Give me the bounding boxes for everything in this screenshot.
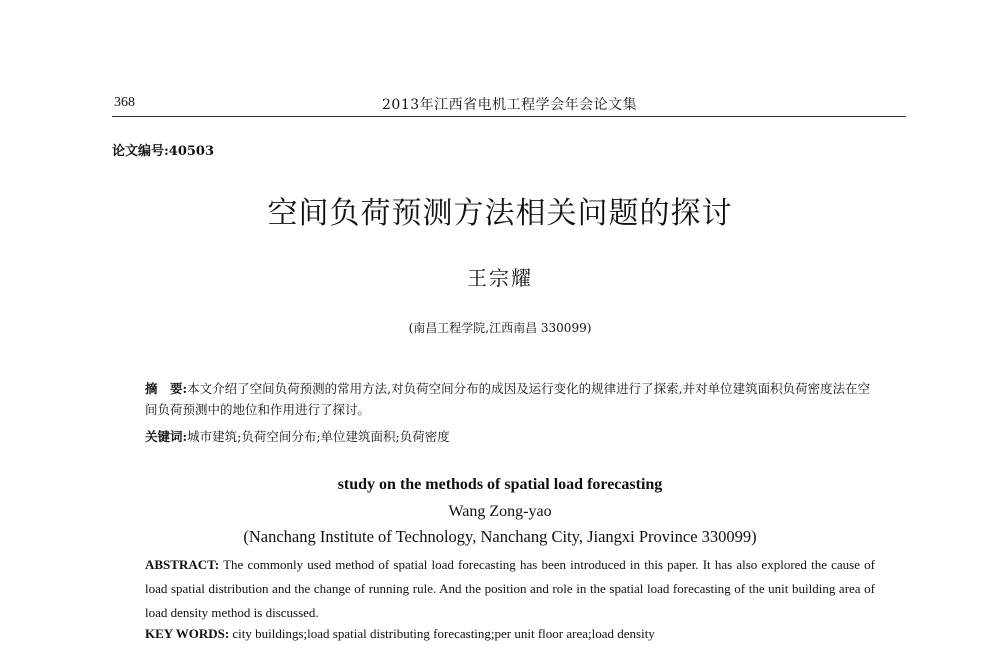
- abstract-english-label: ABSTRACT:: [145, 557, 220, 572]
- abstract-english: [145, 553, 875, 625]
- abstract-chinese-label: 摘 要:: [145, 381, 188, 396]
- abstract-chinese-text: 本文介绍了空间负荷预测的常用方法,对负荷空间分布的成因及运行变化的规律进行了探索,并对单位建筑面积负荷密度法在空间负荷预测中的地位和作用进行了探讨。: [145, 381, 871, 417]
- paper-number: 论文编号:40503: [112, 144, 215, 159]
- keywords-english-text: city buildings;load spatial distributing forecasting;per unit floor area;load density: [232, 626, 655, 641]
- title-english: study on the methods of spatial load forecasting: [337, 476, 663, 493]
- running-title: 2013年江西省电机工程学会年会论文集: [382, 97, 638, 113]
- author-english: Wang Zong-yao: [448, 503, 552, 520]
- affiliation-chinese: (南昌工程学院,江西南昌 330099): [408, 321, 592, 335]
- keywords-english-label: KEY WORDS:: [145, 626, 230, 641]
- keywords-english: [145, 626, 875, 642]
- author-chinese: 王宗耀: [467, 266, 533, 290]
- keywords-chinese-label: 关键词:: [145, 429, 188, 444]
- abstract-english-text: The commonly used method of spatial load forecasting has been introduced in this paper. It has also explored the cause of load spatial distribution and the change of running rule. And the position and role in the spatial load forecasting of the unit building area of load density method is discussed.: [145, 557, 875, 620]
- page-number: 368: [114, 95, 135, 110]
- title-chinese: 空间负荷预测方法相关问题的探讨: [267, 196, 733, 231]
- keywords-chinese: [145, 427, 875, 445]
- keywords-chinese-text: 城市建筑;负荷空间分布;单位建筑面积;负荷密度: [187, 429, 450, 444]
- header-rule: [112, 116, 906, 117]
- abstract-chinese: [145, 378, 875, 420]
- affiliation-english: (Nanchang Institute of Technology, Nanchang City, Jiangxi Province 330099): [243, 527, 757, 546]
